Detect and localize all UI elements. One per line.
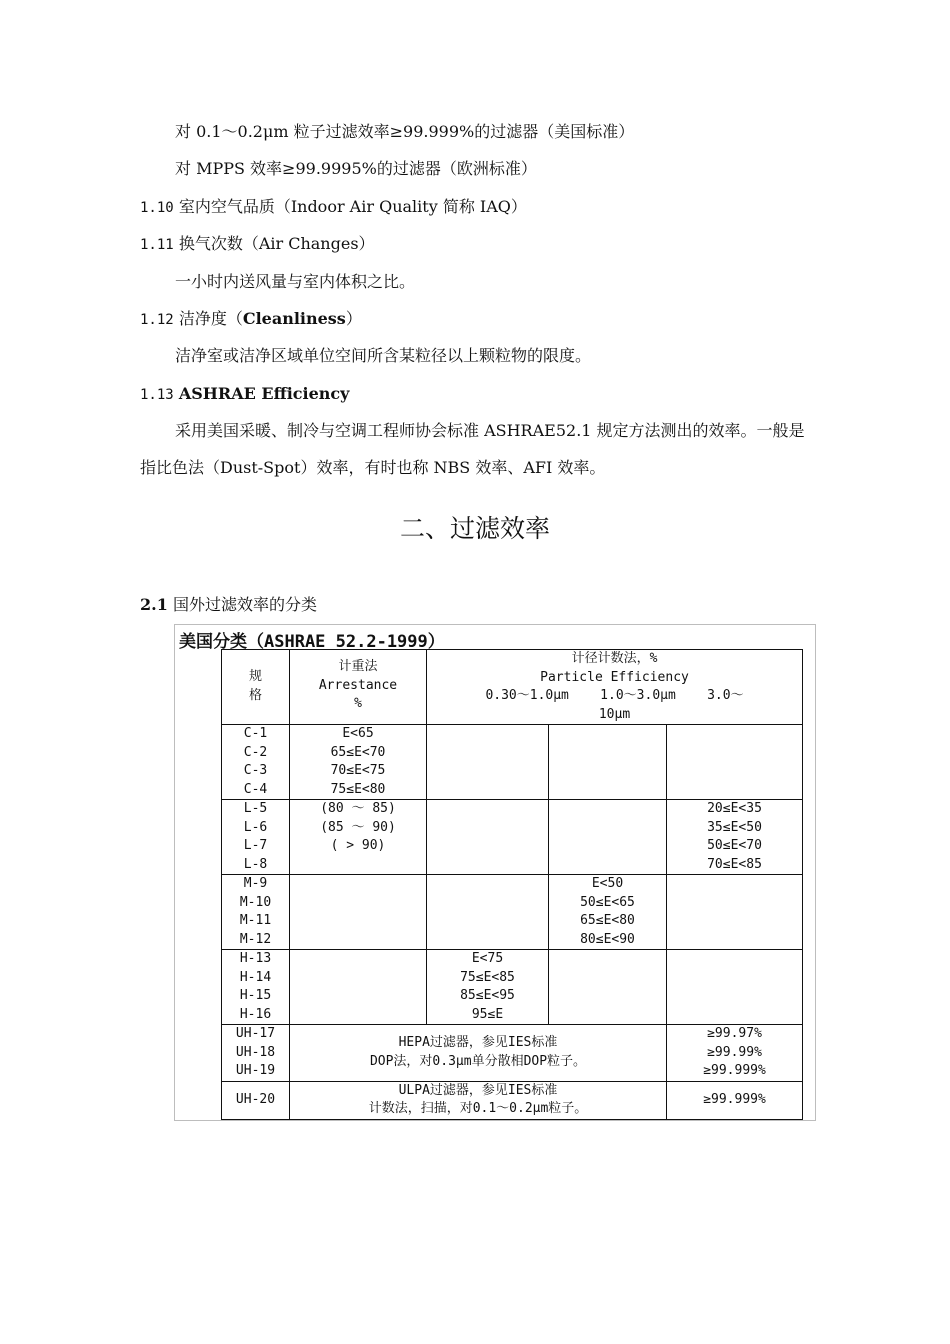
efficiency-0-3-1-0-cell: E<75 bbox=[471, 951, 504, 966]
spec-cell: H-13 bbox=[239, 951, 272, 966]
e1-column-cell bbox=[427, 950, 549, 1025]
arrestance-column-cell bbox=[290, 875, 427, 950]
item-text: 换气次数（Air Changes） bbox=[178, 234, 375, 253]
table-row-group bbox=[222, 800, 803, 875]
spec-cell: L-8 bbox=[243, 856, 268, 872]
efficiency-3-0-10-cell: 20≤E<35 bbox=[707, 801, 762, 816]
item-number: 1.10 bbox=[140, 200, 174, 216]
header-arrestance bbox=[290, 650, 427, 725]
arrestance-column-cell bbox=[290, 800, 427, 875]
uh20-spec: UH-20 bbox=[222, 1081, 290, 1119]
header-ranges: 0.30～1.0μm 1.0～3.0μm 3.0～ bbox=[485, 688, 744, 703]
spec-cell: L-5 bbox=[243, 801, 268, 816]
e3-column-cell bbox=[667, 875, 803, 950]
spec-cell: M-9 bbox=[243, 876, 268, 891]
item-1-11 bbox=[140, 233, 375, 256]
paragraph-air-changes: 一小时内送风量与室内体积之比。 bbox=[175, 272, 416, 291]
spec-cell: H-15 bbox=[239, 988, 272, 1003]
classification-table-figure bbox=[174, 624, 816, 1121]
efficiency-1-0-3-0-cell: 65≤E<80 bbox=[580, 913, 635, 928]
e1-column-cell bbox=[427, 875, 549, 950]
efficiency-cell: ≥99.999% bbox=[703, 1063, 766, 1078]
specs-column-cell bbox=[222, 800, 290, 875]
section-heading: 二、过滤效率 bbox=[399, 514, 550, 543]
efficiency-3-0-10-cell: 35≤E<50 bbox=[707, 819, 762, 835]
specs-column-cell bbox=[222, 950, 290, 1025]
note-line: DOP法，对0.3μm单分散相DOP粒子。 bbox=[369, 1053, 587, 1069]
arrestance-cell: 75≤E<80 bbox=[330, 781, 386, 797]
e3-column-cell bbox=[667, 950, 803, 1025]
e3-column-cell bbox=[667, 800, 803, 875]
table-row-uh20 bbox=[222, 1081, 803, 1119]
e2-column-cell bbox=[549, 800, 667, 875]
uh-efficiency bbox=[667, 1025, 803, 1082]
table-header-row bbox=[222, 650, 803, 725]
header-spec bbox=[222, 650, 290, 725]
header-arrestance-line: % bbox=[354, 696, 362, 711]
paragraph-eu-standard: 对 MPPS 效率≥99.9995%的过滤器（欧洲标准） bbox=[175, 159, 537, 178]
efficiency-1-0-3-0-cell: 50≤E<65 bbox=[580, 894, 635, 910]
header-range-tail: 10μm bbox=[598, 706, 631, 722]
table-row-group bbox=[222, 725, 803, 800]
item-bold-text: ASHRAE Efficiency bbox=[178, 384, 350, 403]
note-line: 计数法，扫描，对0.1～0.2μm粒子。 bbox=[368, 1101, 588, 1116]
spec-cell: UH-19 bbox=[235, 1063, 276, 1078]
spec-cell: M-11 bbox=[239, 913, 272, 928]
subsection-title: 国外过滤效率的分类 bbox=[172, 595, 317, 614]
header-spec-char: 规 bbox=[248, 669, 262, 684]
uh-specs bbox=[222, 1025, 290, 1082]
note-line: HEPA过滤器，参见IES标准 bbox=[398, 1035, 558, 1051]
e1-column-cell bbox=[427, 800, 549, 875]
spec-cell: UH-18 bbox=[235, 1044, 276, 1060]
table-row-uh bbox=[222, 1025, 803, 1082]
item-text: 室内空气品质（Indoor Air Quality 简称 IAQ） bbox=[178, 197, 527, 216]
header-count-line: Particle Efficiency bbox=[540, 669, 689, 685]
item-number: 1.12 bbox=[140, 312, 174, 328]
efficiency-0-3-1-0-cell: 85≤E<95 bbox=[460, 988, 515, 1003]
e2-column-cell bbox=[549, 725, 667, 800]
e3-column-cell bbox=[667, 725, 803, 800]
specs-column-cell bbox=[222, 725, 290, 800]
arrestance-column-cell bbox=[290, 725, 427, 800]
efficiency-0-3-1-0-cell: 95≤E bbox=[471, 1006, 504, 1022]
header-arrestance-line: Arrestance bbox=[318, 677, 398, 693]
uh20-note bbox=[290, 1081, 667, 1119]
spec-cell: C-4 bbox=[243, 781, 268, 797]
efficiency-3-0-10-cell: 50≤E<70 bbox=[707, 838, 762, 853]
arrestance-cell: 70≤E<75 bbox=[330, 763, 386, 778]
spec-cell: M-12 bbox=[239, 931, 272, 947]
arrestance-cell: (80 ～ 85) bbox=[320, 801, 396, 816]
item-1-10 bbox=[140, 196, 527, 219]
efficiency-cell: ≥99.97% bbox=[707, 1026, 762, 1041]
efficiency-1-0-3-0-cell: 80≤E<90 bbox=[580, 931, 635, 947]
arrestance-cell: E<65 bbox=[342, 726, 374, 741]
subsection-number: 2.1 bbox=[140, 595, 168, 614]
subsection-2-1 bbox=[140, 594, 317, 616]
spec-cell: L-6 bbox=[243, 819, 268, 835]
item-number: 1.11 bbox=[140, 237, 174, 253]
e2-column-cell bbox=[549, 950, 667, 1025]
header-arrestance-line: 计重法 bbox=[338, 659, 378, 674]
spec-cell: UH-17 bbox=[235, 1026, 276, 1041]
item-text-end: ） bbox=[345, 309, 362, 328]
spec-cell: C-2 bbox=[243, 744, 268, 760]
efficiency-cell: ≥99.99% bbox=[707, 1044, 762, 1060]
ashrae-classification-table bbox=[221, 649, 803, 1120]
item-1-12 bbox=[140, 308, 362, 331]
header-count-line: 计径计数法，% bbox=[571, 651, 658, 666]
table-row-group bbox=[222, 950, 803, 1025]
arrestance-cell: ( > 90) bbox=[330, 838, 386, 853]
table-row-group bbox=[222, 875, 803, 950]
paragraph-ashrae-2: 指比色法（Dust-Spot）效率，有时也称 NBS 效率、AFI 效率。 bbox=[140, 458, 606, 477]
header-spec-char: 格 bbox=[248, 687, 262, 703]
spec-cell: L-7 bbox=[243, 838, 268, 853]
arrestance-cell: (85 ～ 90) bbox=[320, 819, 396, 835]
item-number: 1.13 bbox=[140, 387, 174, 403]
arrestance-cell: 65≤E<70 bbox=[330, 744, 386, 760]
spec-cell: M-10 bbox=[239, 894, 272, 910]
uh20-efficiency: ≥99.999% bbox=[667, 1081, 803, 1119]
spec-cell: H-14 bbox=[239, 969, 272, 985]
paragraph-us-standard: 对 0.1～0.2μm 粒子过滤效率≥99.999%的过滤器（美国标准） bbox=[175, 122, 635, 141]
uh-note bbox=[290, 1025, 667, 1082]
e1-column-cell bbox=[427, 725, 549, 800]
table-caption: 美国分类（ASHRAE 52.2-1999） bbox=[179, 632, 445, 652]
spec-cell: H-16 bbox=[239, 1006, 272, 1022]
efficiency-0-3-1-0-cell: 75≤E<85 bbox=[460, 969, 515, 985]
paragraph-cleanliness: 洁净室或洁净区域单位空间所含某粒径以上颗粒物的限度。 bbox=[175, 346, 592, 365]
spec-cell: C-1 bbox=[243, 726, 268, 741]
efficiency-3-0-10-cell: 70≤E<85 bbox=[707, 856, 762, 872]
specs-column-cell bbox=[222, 875, 290, 950]
item-bold-text: Cleanliness bbox=[242, 309, 346, 328]
e2-column-cell bbox=[549, 875, 667, 950]
efficiency-1-0-3-0-cell: E<50 bbox=[591, 876, 624, 891]
item-text: 洁净度（ bbox=[178, 309, 243, 328]
header-particle-efficiency bbox=[427, 650, 803, 725]
note-line: ULPA过滤器，参见IES标准 bbox=[398, 1082, 558, 1098]
spec-cell: C-3 bbox=[243, 763, 268, 778]
arrestance-column-cell bbox=[290, 950, 427, 1025]
paragraph-ashrae-1: 采用美国采暖、制冷与空调工程师协会标准 ASHRAE52.1 规定方法测出的效率。一般是 bbox=[175, 421, 805, 440]
item-1-13 bbox=[140, 383, 349, 406]
